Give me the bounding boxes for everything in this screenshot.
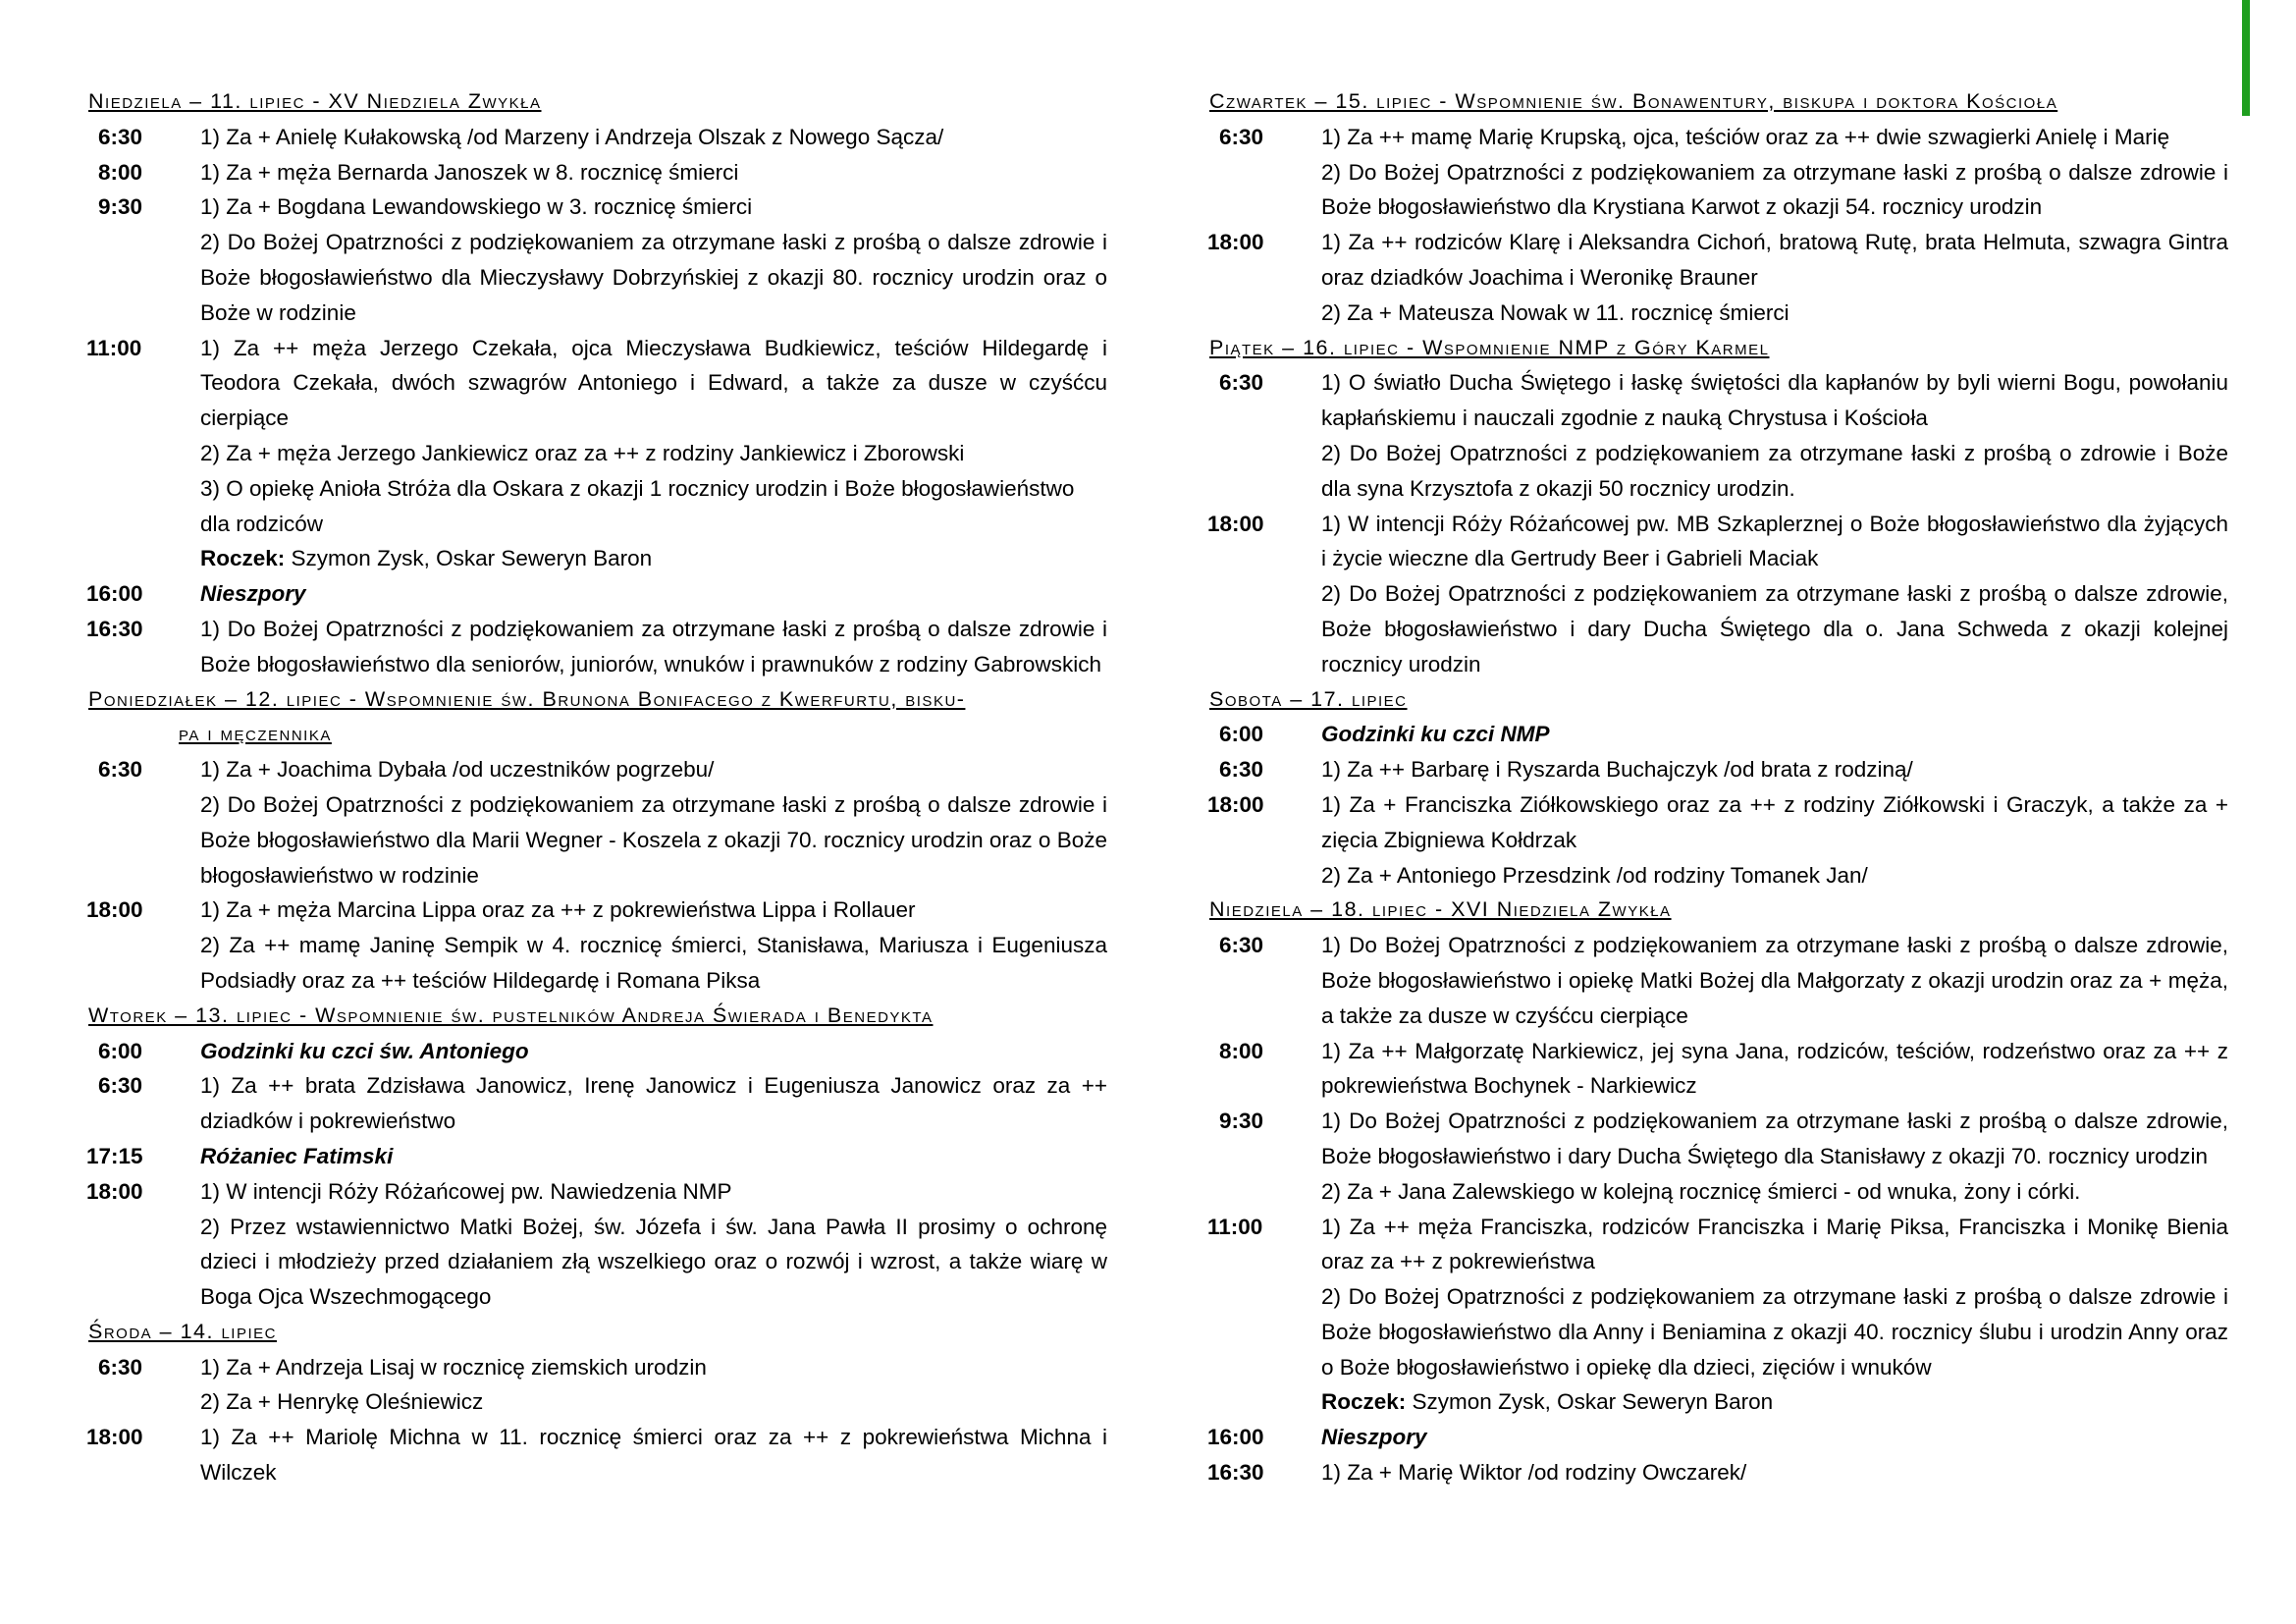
day-heading-continuation: pa i męczennika: [179, 722, 332, 746]
intention-text: 2) Za + męża Jerzego Jankiewicz oraz za ++ z rodziny Jankiewicz i Zborowski: [200, 440, 965, 465]
intention-text: 1) Za ++ Barbarę i Ryszarda Buchajczyk /od brata z rodziną/: [1321, 757, 1913, 783]
mass-intentions: [200, 1420, 1107, 1490]
mass-time: 16:00: [86, 581, 143, 607]
intention-text: 1) Za + Marię Wiktor /od rodziny Owczarek/: [1321, 1460, 1747, 1486]
liturgy-event: Godzinki ku czci NMP: [1321, 722, 1550, 747]
intention-text: 2) Do Bożej Opatrzności z podziękowaniem za otrzymane łaski z prośbą o zdrowie i Boże dla syna Krzysztofa z okazji 50 rocznicy urodzin.: [1321, 440, 2228, 501]
mass-time: 6:30: [98, 1073, 143, 1099]
intention-text: 1) Za + Bogdana Lewandowskiego w 3. rocznicę śmierci: [200, 194, 753, 220]
mass-time: 18:00: [86, 1178, 143, 1204]
day-heading: [1207, 331, 2228, 366]
day-heading-text: Piątek – 16. lipiec - Wspomnienie NMP z Góry Karmel: [1209, 335, 1770, 359]
day-heading-text: Niedziela – 18. lipiec - XVI Niedziela Zwykła: [1209, 897, 1672, 922]
intention-text: 2) Do Bożej Opatrzności z podziękowaniem za otrzymane łaski z prośbą o dalsze zdrowie i Boże błogosławieństwo dla Marii Wegner - Koszela z okazji 70. rocznicy urodzin oraz o Boże błogosławieństwo w rodzinie: [200, 791, 1107, 888]
mass-time: 11:00: [1207, 1214, 1263, 1239]
mass-row: [86, 189, 1107, 330]
roczek-label: Roczek:: [200, 546, 286, 571]
mass-intentions: [1321, 1034, 2228, 1105]
mass-time: 6:30: [98, 1354, 143, 1380]
day-heading-text: Niedziela – 11. lipiec - XV Niedziela Zwykła: [88, 89, 542, 113]
mass-time: 11:00: [86, 335, 142, 360]
day-heading: [1207, 893, 2228, 928]
intention-text: 1) Za + Franciszka Ziółkowskiego oraz za ++ z rodziny Ziółkowski i Graczyk, a także za + zięcia Zbigniewa Kołdrzak: [1321, 791, 2228, 852]
left-column: [86, 84, 1107, 1490]
mass-intentions: [1321, 928, 2228, 1033]
day-heading-text: Środa – 14. lipiec: [88, 1319, 277, 1343]
mass-intentions: [1321, 365, 2228, 506]
mass-time: 18:00: [1207, 511, 1264, 536]
intention-text: 1) Do Bożej Opatrzności z podziękowaniem za otrzymane łaski z prośbą o dalsze zdrowie, Boże błogosławieństwo i dary Ducha Świętego dla Stanisławy z okazji 70. rocznicy urodzin: [1321, 1109, 2228, 1168]
intention-text: 2) Za + Mateusza Nowak w 11. rocznicę śmierci: [1321, 299, 1789, 325]
intention-text: 2) Za + Jana Zalewskiego w kolejną rocznicę śmierci - od wnuka, żony i córki.: [1321, 1178, 2081, 1204]
mass-row: [1207, 507, 2228, 682]
mass-time: 6:30: [1219, 370, 1264, 396]
day-heading-text: Czwartek – 15. lipiec - Wspomnienie św. Bonawentury, biskupa i doktora Kościoła: [1209, 89, 2058, 113]
intention-text: 2) Za + Henrykę Oleśniewicz: [200, 1389, 484, 1415]
intention-text: 2) Do Bożej Opatrzności z podziękowaniem za otrzymane łaski z prośbą o dalsze zdrowie i Boże błogosławieństwo dla Anny i Beniamina z okazji 40. rocznicy ślubu i urodzin Anny oraz o Boże błogosławieństwo i opiekę dla dzieci, zięciów i wnuków: [1321, 1284, 2228, 1380]
mass-row: [86, 155, 1107, 190]
mass-time: 6:00: [1219, 722, 1264, 747]
mass-row: [86, 893, 1107, 998]
mass-intentions: [1321, 1420, 2228, 1455]
mass-row: [1207, 1210, 2228, 1421]
roczek-line: [1321, 1384, 2228, 1420]
intention-text: 2) Za ++ mamę Janinę Sempik w 4. rocznicę śmierci, Stanisława, Mariusza i Eugeniusza Podsiadły oraz za ++ teściów Hildegardę i Romana Piksa: [200, 933, 1107, 993]
intention-text: 2) Za + Antoniego Przesdzink /od rodziny Tomanek Jan/: [1321, 862, 1868, 888]
intention-text: 1) Za + męża Bernarda Janoszek w 8. rocznicę śmierci: [200, 159, 739, 185]
intention-text: 1) Za ++ rodziców Klarę i Aleksandra Cichoń, bratową Rutę, brata Helmuta, szwagra Gintra oraz dziadków Joachima i Weronikę Brauner: [1321, 230, 2228, 290]
mass-time: 17:15: [86, 1143, 143, 1168]
intention-text: 1) O światło Ducha Świętego i łaskę świętości dla kapłanów by byli wierni Bogu, powołaniu kapłańskiemu i nauczali zgodnie z nauką Chrystusa i Kościoła: [1321, 370, 2228, 431]
mass-intentions: [200, 893, 1107, 998]
intention-text: 1) Do Bożej Opatrzności z podziękowaniem za otrzymane łaski z prośbą o dalsze zdrowie, Boże błogosławieństwo i opiekę Matki Bożej dla Małgorzaty z okazji urodzin oraz za + męża, a także za dusze w czyśćcu cierpiące: [1321, 933, 2228, 1028]
mass-row: [86, 576, 1107, 612]
intention-text: 2) Przez wstawiennictwo Matki Bożej, św. Józefa i św. Jana Pawła II prosimy o ochronę dzieci i młodzieży przed działaniem złą wszelkiego oraz o rozwój i wzrost, a także wiarę w Boga Ojca Wszechmogącego: [200, 1214, 1107, 1310]
mass-time: 6:00: [98, 1038, 143, 1063]
day-heading: [86, 84, 1107, 120]
mass-intentions: [1321, 787, 2228, 893]
mass-intentions: [200, 1350, 1107, 1421]
mass-intentions: [1321, 752, 2228, 787]
mass-row: [86, 1068, 1107, 1139]
liturgy-event: Nieszpory: [1321, 1425, 1427, 1450]
intention-text: 1) Za ++ męża Jerzego Czekała, ojca Mieczysława Budkiewicz, teściów Hildegardę i Teodora Czekała, dwóch szwagrów Antoniego i Edward, a także za dusze w czyśćcu cierpiące: [200, 335, 1107, 431]
intention-text: 1) Za ++ Małgorzatę Narkiewicz, jej syna Jana, rodziców, teściów, rodzeństwo oraz za ++ z pokrewieństwa Bochynek - Narkiewicz: [1321, 1038, 2228, 1099]
intention-text: 2) Do Bożej Opatrzności z podziękowaniem za otrzymane łaski z prośbą o dalsze zdrowie, Boże błogosławieństwo i dary Ducha Świętego dla o. Jana Schweda z okazji kolejnej rocznicy urodzin: [1321, 581, 2228, 677]
mass-time: 16:30: [86, 616, 143, 641]
day-heading: [86, 1315, 1107, 1350]
mass-time: 18:00: [1207, 791, 1264, 817]
mass-time: 8:00: [98, 159, 143, 185]
mass-row: [1207, 928, 2228, 1033]
mass-time: 18:00: [1207, 230, 1264, 255]
mass-intentions: [1321, 1210, 2228, 1421]
intention-text: 1) W intencji Róży Różańcowej pw. Nawiedzenia NMP: [200, 1178, 732, 1204]
mass-time: 16:30: [1207, 1460, 1264, 1486]
mass-intentions: [1321, 225, 2228, 330]
intention-text: 1) Za ++ Mariolę Michna w 11. rocznicę śmierci oraz za ++ z pokrewieństwa Michna i Wilczek: [200, 1425, 1107, 1486]
roczek-names: Szymon Zysk, Oskar Seweryn Baron: [291, 546, 653, 571]
day-heading-text: Sobota – 17. lipiec: [1209, 686, 1408, 711]
mass-intentions: [200, 752, 1107, 893]
intention-text: 1) Za ++ męża Franciszka, rodziców Franciszka i Marię Piksa, Franciszka i Monikę Bienia oraz za ++ z pokrewieństwa: [1321, 1214, 2228, 1274]
mass-time: 6:30: [1219, 933, 1264, 958]
mass-row: [1207, 787, 2228, 893]
intention-text: 3) O opiekę Anioła Stróża dla Oskara z okazji 1 rocznicy urodzin i Boże błogosławieństwo: [200, 475, 1075, 501]
mass-time: 6:30: [1219, 757, 1264, 783]
intention-text: 1) Za + męża Marcina Lippa oraz za ++ z pokrewieństwa Lippa i Rollauer: [200, 897, 916, 923]
mass-intentions: [200, 576, 1107, 612]
mass-row: [1207, 1455, 2228, 1490]
intention-text: 2) Do Bożej Opatrzności z podziękowaniem za otrzymane łaski z prośbą o dalsze zdrowie i Boże błogosławieństwo dla Krystiana Karwot z okazji 54. rocznicy urodzin: [1321, 159, 2228, 220]
mass-intentions: [1321, 120, 2228, 225]
mass-row: [86, 1139, 1107, 1174]
mass-intentions: [200, 120, 1107, 155]
mass-row: [1207, 717, 2228, 752]
mass-row: [86, 331, 1107, 577]
mass-time: 6:30: [1219, 124, 1264, 149]
mass-time: 9:30: [98, 194, 143, 220]
mass-intentions: [1321, 507, 2228, 682]
mass-intentions: [200, 1034, 1107, 1069]
mass-row: [1207, 120, 2228, 225]
liturgy-event: Godzinki ku czci św. Antoniego: [200, 1038, 529, 1063]
mass-row: [86, 1034, 1107, 1069]
mass-intentions: [200, 1139, 1107, 1174]
right-column: [1207, 84, 2228, 1490]
intention-text: 1) Za + Joachima Dybała /od uczestników pogrzebu/: [200, 757, 715, 783]
mass-row: [86, 1350, 1107, 1421]
mass-intentions: [200, 612, 1107, 682]
mass-row: [86, 752, 1107, 893]
liturgy-event: Różaniec Fatimski: [200, 1143, 394, 1168]
day-heading: [1207, 84, 2228, 120]
mass-intentions: [1321, 1455, 2228, 1490]
intention-text: 1) Za ++ mamę Marię Krupską, ojca, teściów oraz za ++ dwie szwagierki Anielę i Marię: [1321, 124, 2170, 149]
day-heading-text: Wtorek – 13. lipiec - Wspomnienie św. pustelników Andreja Świerada i Benedykta: [88, 1002, 934, 1027]
mass-time: 6:30: [98, 757, 143, 783]
roczek-label: Roczek:: [1321, 1389, 1407, 1415]
roczek-names: Szymon Zysk, Oskar Seweryn Baron: [1412, 1389, 1774, 1415]
mass-time: 9:30: [1219, 1109, 1264, 1134]
day-heading: [1207, 682, 2228, 718]
intention-text: 1) Za ++ brata Zdzisława Janowicz, Irenę Janowicz i Eugeniusza Janowicz oraz za ++ dziadków i pokrewieństwo: [200, 1073, 1107, 1134]
day-heading: [86, 999, 1107, 1034]
mass-row: [1207, 365, 2228, 506]
roczek-line: [200, 541, 1107, 576]
mass-row: [86, 612, 1107, 682]
mass-row: [1207, 752, 2228, 787]
intention-text: 1) Za + Anielę Kułakowską /od Marzeny i Andrzeja Olszak z Nowego Sącza/: [200, 124, 944, 149]
mass-intentions: [1321, 717, 2228, 752]
mass-intentions: [200, 1068, 1107, 1139]
mass-intentions: [200, 1174, 1107, 1315]
mass-time: 6:30: [98, 124, 143, 149]
intention-text: 1) Do Bożej Opatrzności z podziękowaniem za otrzymane łaski z prośbą o dalsze zdrowie i Boże błogosławieństwo dla seniorów, juniorów, wnuków i prawnuków z rodziny Gabrowskich: [200, 616, 1107, 677]
mass-row: [86, 1174, 1107, 1315]
mass-intentions: [200, 189, 1107, 330]
day-heading-text: Poniedziałek – 12. lipiec - Wspomnienie św. Brunona Bonifacego z Kwerfurtu, bisku-: [88, 686, 966, 711]
mass-row: [1207, 1420, 2228, 1455]
intention-text: 1) Za + Andrzeja Lisaj w rocznicę ziemskich urodzin: [200, 1354, 707, 1380]
intention-text: 1) W intencji Róży Różańcowej pw. MB Szkaplerznej o Boże błogosławieństwo dla żyjących i życie wieczne dla Gertrudy Beer i Gabrieli Maciak: [1321, 511, 2228, 571]
mass-row: [86, 1420, 1107, 1490]
liturgy-event: Nieszpory: [200, 581, 306, 607]
mass-row: [1207, 1034, 2228, 1105]
mass-row: [1207, 225, 2228, 330]
mass-time: 16:00: [1207, 1425, 1264, 1450]
intention-text: dla rodziców: [200, 511, 324, 536]
mass-intentions: [1321, 1104, 2228, 1209]
mass-intentions: [200, 155, 1107, 190]
accent-bar: [2242, 0, 2250, 116]
mass-time: 8:00: [1219, 1038, 1264, 1063]
mass-time: 18:00: [86, 1425, 143, 1450]
mass-intentions: [200, 331, 1107, 577]
mass-row: [86, 120, 1107, 155]
mass-row: [1207, 1104, 2228, 1209]
mass-time: 18:00: [86, 897, 143, 923]
intention-text: 2) Do Bożej Opatrzności z podziękowaniem za otrzymane łaski z prośbą o dalsze zdrowie i Boże błogosławieństwo dla Mieczysławy Dobrzyńskiej z okazji 80. rocznicy urodzin oraz o Boże w rodzinie: [200, 230, 1107, 325]
day-heading: [86, 682, 1107, 753]
